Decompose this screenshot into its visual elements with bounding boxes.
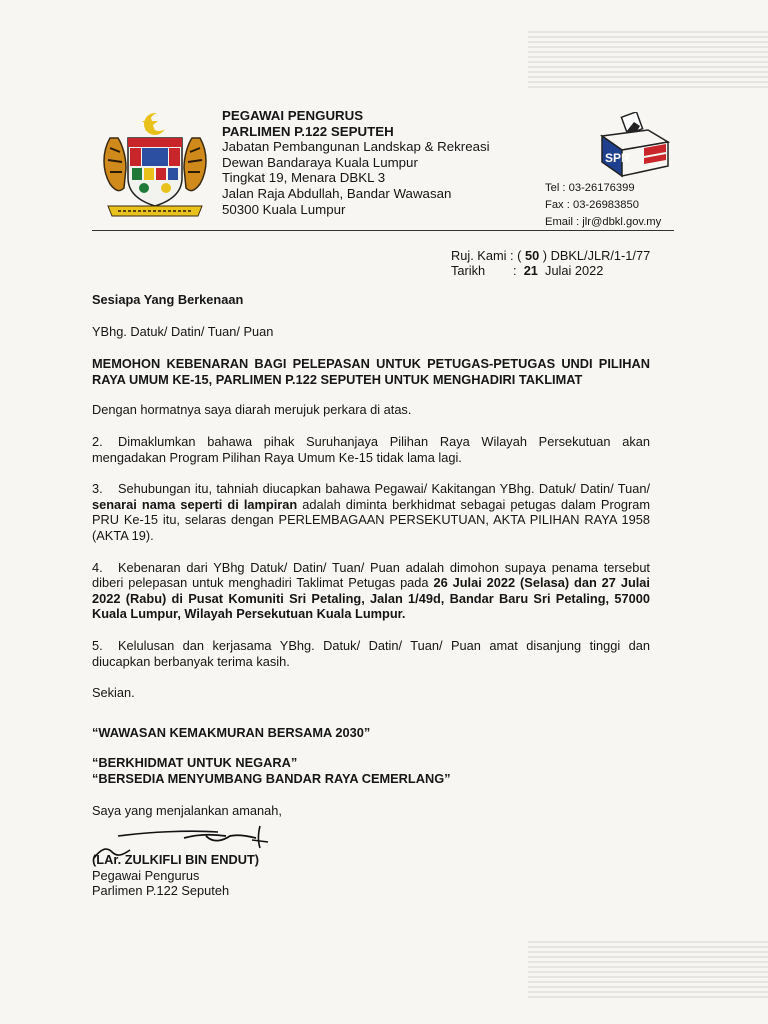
email-text: Email : jlr@dbkl.gov.my (545, 216, 662, 228)
paragraph-bold-text: 26 Julai 2022 (Selasa) dan 27 Julai 2022 (Rabu) di Pusat Komuniti Sri Petaling, Jalan 1/49d, Bandar Baru Sri Petaling, 57000 Kuala Lumpur, Wilayah Persekutuan Kuala Lumpur. (92, 575, 650, 622)
paragraph-number: 2. (92, 433, 103, 449)
ruj-label: Ruj. Kami : (451, 248, 514, 263)
paragraph-text: adalah diminta berkhidmat sebagai petugas dalam Program PRU Ke-15 itu, selaras dengan PERLEMBAGAAN PERSEKUTUAN, AKTA PILIHAN RAYA 1958 (AKTA 19). (92, 496, 650, 543)
signatory-name: (LAr. ZULKIFLI BIN ENDUT) (92, 852, 260, 867)
paragraph-number: 5. (92, 637, 103, 653)
contact-block (545, 180, 661, 231)
date-month-year: Julai 2022 (545, 263, 604, 278)
letter-body (92, 292, 650, 819)
sender-constituency: PARLIMEN P.122 SEPUTEH (222, 123, 394, 139)
closing: Sekian. (92, 685, 135, 701)
addressee: YBhg. Datuk/ Datin/ Tuan/ Puan (92, 323, 274, 339)
paragraph-number: 4. (92, 559, 103, 575)
ruj-open: ( (517, 248, 522, 263)
address-line: 50300 Kuala Lumpur (222, 201, 346, 217)
subject-heading: MEMOHON KEBENARAN BAGI PELEPASAN UNTUK PETUGAS-PETUGAS UNDI PILIHAN RAYA UMUM KE-15, PARLIMEN P.122 SEPUTEH UNTUK MENGHADIRI TAKLIMAT (92, 356, 650, 387)
paragraph-number: 3. (92, 481, 103, 497)
salutation: Sesiapa Yang Berkenaan (92, 292, 244, 307)
tarikh-label: Tarikh (451, 263, 486, 278)
motto-wawasan: “WAWASAN KEMAKMURAN BERSAMA 2030” (92, 724, 371, 740)
paragraph-text: Kelulusan dan kerjasama YBhg. Datuk/ Datin/ Tuan/ Puan amat disanjung tinggi dan diucapkan berbanyak terima kasih. (92, 637, 650, 669)
fax-text: Fax : 03-26983850 (545, 199, 639, 211)
signatory-block (92, 852, 259, 899)
ruj-code: ) DBKL/JLR/1-1/77 (542, 248, 651, 263)
sender-title: PEGAWAI PENGURUS (222, 108, 364, 123)
paragraph-bold-text: senarai nama seperti di lampiran (92, 496, 298, 512)
tel-text: Tel : 03-26176399 (545, 182, 635, 194)
spr-ballot-box-icon (596, 112, 674, 178)
date-row (451, 263, 650, 278)
motto-bersedia: “BERSEDIA MENYUMBANG BANDAR RAYA CEMERLANG” (92, 770, 451, 786)
opening-line: Dengan hormatnya saya diarah merujuk perkara di atas. (92, 402, 412, 418)
paragraph-5 (92, 638, 650, 669)
address-line: Jabatan Pembangunan Landskap & Rekreasi (222, 139, 490, 155)
scan-artifact-bottom (528, 938, 768, 998)
spr-logo-text: SPR (605, 151, 630, 165)
signatory-office: Parlimen P.122 Seputeh (92, 883, 230, 899)
paragraph-text: Sehubungan itu, tahniah diucapkan bahawa Pegawai/ Kakitangan YBhg. Datuk/ Datin/ Tuan/ (118, 481, 650, 497)
signatory-title: Pegawai Pengurus (92, 867, 200, 883)
tarikh-colon: : (513, 263, 517, 278)
date-day: 21 (523, 263, 538, 278)
address-line: Tingkat 19, Menara DBKL 3 (222, 170, 386, 186)
sender-address-block (222, 108, 490, 217)
header-divider (92, 230, 674, 231)
sign-off: Saya yang menjalankan amanah, (92, 803, 282, 819)
paragraph-4 (92, 560, 650, 622)
motto-berkhidmat: “BERKHIDMAT UNTUK NEGARA” (92, 755, 298, 771)
paragraph-text: Kebenaran dari YBhg Datuk/ Datin/ Tuan/ Puan adalah dimohon supaya penama tersebut diberi pelepasan untuk menghadiri Taklimat Petugas pada (92, 559, 650, 591)
paragraph-3 (92, 481, 650, 543)
reference-row (451, 248, 650, 263)
address-line: Dewan Bandaraya Kuala Lumpur (222, 154, 418, 170)
reference-block (451, 248, 650, 278)
paragraph-text: Dimaklumkan bahawa pihak Suruhanjaya Pilihan Raya Wilayah Persekutuan akan mengadakan Program Pilihan Raya Umum Ke-15 tidak lama lagi. (92, 433, 650, 465)
address-line: Jalan Raja Abdullah, Bandar Wawasan (222, 185, 452, 201)
coat-of-arms-icon (96, 108, 214, 224)
paragraph-2 (92, 434, 650, 465)
scan-artifact-top (528, 28, 768, 88)
ruj-number: 50 (524, 248, 540, 263)
